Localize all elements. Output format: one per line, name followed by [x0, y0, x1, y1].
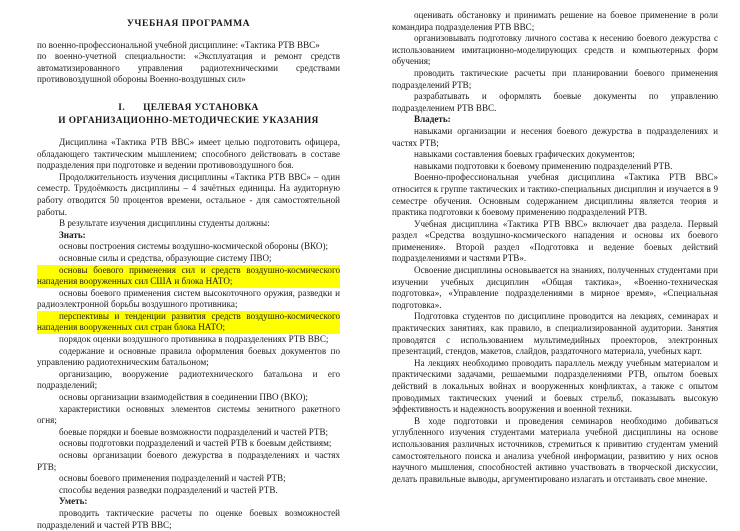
- paragraph-discipline-group: Военно-профессиональная учебная дисциплина «Тактика РТВ ВВС» относится к группе тактических и тактико-специальных дисциплин и изучается в 9 семестре обучения. Основным содержанием дисциплины является теория и практика подготовки к боевому применению подразделений РТВ.: [392, 172, 718, 218]
- spacer-after-heading: [37, 128, 340, 137]
- znat-item: основы построения системы воздушно-космической обороны (ВКО);: [59, 241, 329, 252]
- document-title: УЧЕБНАЯ ПРОГРАММА: [126, 18, 251, 29]
- section-numeral: I.: [118, 102, 126, 113]
- left-column: [0, 0, 360, 530]
- znat-item-highlighted: перспективы и тенденции развития средств воздушно-космического нападения вооруженных сил стран блока НАТО;: [37, 310, 340, 333]
- znat-item-highlighted: основы боевого применения сил и средств воздушно-космического нападения вооруженных сил США и блока НАТО;: [37, 264, 340, 287]
- znat-item: содержание и основные правила оформления боевых документов по управлению радиотехническим батальоном;: [37, 345, 340, 368]
- znat-item: основы организации боевого дежурства в подразделениях и частях РТВ;: [37, 450, 340, 472]
- label-znat: Знать:: [59, 229, 86, 240]
- znat-item: основы боевого применения подразделений и частей РТВ;: [59, 473, 286, 484]
- intro-line-1: по военно-профессиональной учебной дисциплине: «Тактика РТВ ВВС»: [37, 39, 320, 50]
- paragraph-lectures: На лекциях необходимо проводить параллель между учебным материалом и практическими задачами, решаемыми подразделениями РТВ, опытом боевых действий в локальных войнах и вооруженных конфликтах, а также с опытом проводимых тактических учений и боевых стрельб, показывать высокую эффективность и надежность вооружения и военной техники.: [392, 357, 718, 415]
- section-title-line2: И ОРГАНИЗАЦИОННО-МЕТОДИЧЕСКИЕ УКАЗАНИЯ: [58, 115, 319, 126]
- label-vladet: Владеть:: [414, 114, 451, 125]
- paragraph-prerequisites: Освоение дисциплины основывается на знаниях, полученных студентами при изучении учебных дисциплин «Общая тактика», «Военно-техническая подготовка», «Управление подразделениями в мирное время», «Специальная подготовка».: [392, 265, 718, 310]
- paragraph-sections: Учебная дисциплина «Тактика РТВ ВВС» включает два раздела. Первый раздел «Средства воздушно-космического нападения и основы их боевого применения». Второй раздел «Подготовка и ведение боевых действий подразделениями и частями РТВ».: [392, 218, 718, 264]
- znat-item: порядок оценки воздушного противника в подразделениях РТВ ВВС;: [59, 334, 329, 345]
- umet-item: проводить тактические расчеты при планировании боевого применения подразделений РТВ;: [392, 67, 718, 90]
- paragraph-duration: Продолжительность изучения дисциплины «Тактика РТВ ВВС» – один семестр. Трудоёмкость дисциплины – 4 зачётных единицы. На аудиторную работу отводится 50 процентов времени, остальное - для самостоятельной работы.: [37, 171, 340, 217]
- umet-item: оценивать обстановку и принимать решение на боевое применение в роли командира подразделения РТВ ВВС;: [392, 10, 718, 32]
- znat-item: способы ведения разведки подразделений и частей РТВ.: [59, 484, 278, 495]
- section-heading: [37, 102, 340, 128]
- vladet-item: навыками подготовки к боевому применению подразделений РТВ.: [414, 160, 673, 171]
- umet-item: разрабатывать и оформлять боевые документы по управлению подразделением РТВ ВВС.: [392, 91, 718, 113]
- znat-item: основы боевого применения систем высокоточного оружия, разведки и радиоэлектронной борьбы воздушного противника;: [37, 287, 340, 310]
- vladet-item: навыками организации и несения боевого дежурства в подразделениях и частях РТВ;: [392, 125, 718, 148]
- znat-item: организацию, вооружение радиотехнического батальона и его подразделений;: [37, 368, 340, 391]
- znat-item: основы организации взаимодействия в соединении ПВО (ВКО);: [59, 392, 308, 403]
- section-title-line1: ЦЕЛЕВАЯ УСТАНОВКА: [143, 102, 259, 113]
- vladet-item: навыками составления боевых графических документов;: [414, 149, 635, 160]
- umet-item: проводить тактические расчеты по оценке боевых возможностей подразделений и частей РТВ ВВС;: [37, 507, 340, 530]
- intro-line-2: по военно-учетной специальности: «Эксплуатация и ремонт средств автоматизированного управления радиотехническими средствами противовоздушной обороны Военно-воздушных сил»: [37, 51, 340, 85]
- znat-item: характеристики основных элементов системы зенитного ракетного огня;: [37, 403, 340, 426]
- paragraph-result-lead: В результате изучения дисциплины студенты должны:: [59, 218, 270, 229]
- paragraph-seminars: В ходе подготовки и проведения семинаров необходимо добиваться углубленного изучения студентами материала учебной дисциплины на основе использования различных источников, стремиться к привитию студентам умений самостоятельного поиска и анализа учебной информации, развитию у них основ научного мышления, способностей активно участвовать в творческой дискуссии, делать правильные выводы, аргументировано излагать и отстаивать свое мнение.: [392, 415, 718, 484]
- right-column: [360, 0, 740, 494]
- label-umet: Уметь:: [59, 496, 88, 507]
- znat-item: боевые порядки и боевые возможности подразделений и частей РТВ;: [59, 426, 329, 437]
- paragraph-purpose: Дисциплина «Тактика РТВ ВВС» имеет целью подготовить офицера, обладающего тактическим мышлением; способного действовать в составе подразделения при подготовке и ведении противовоздушного боя.: [37, 136, 340, 171]
- paragraph-teaching-methods: Подготовка студентов по дисциплине проводится на лекциях, семинарах и практических занятиях, как правило, в специализированной аудитории. Занятия проводятся с использованием мультимедийных проекторов, электронных презентаций, стендов, макетов, слайдов, раздаточного материала, учебных карт.: [392, 311, 718, 357]
- znat-item: основы подготовки подразделений и частей РТВ к боевым действиям;: [59, 438, 332, 449]
- znat-item: основные силы и средства, образующие систему ПВО;: [59, 252, 272, 263]
- umet-item: организовывать подготовку личного состава к несению боевого дежурства с использованием имитационно-моделирующих средств и компьютерных форм обучения;: [392, 33, 718, 67]
